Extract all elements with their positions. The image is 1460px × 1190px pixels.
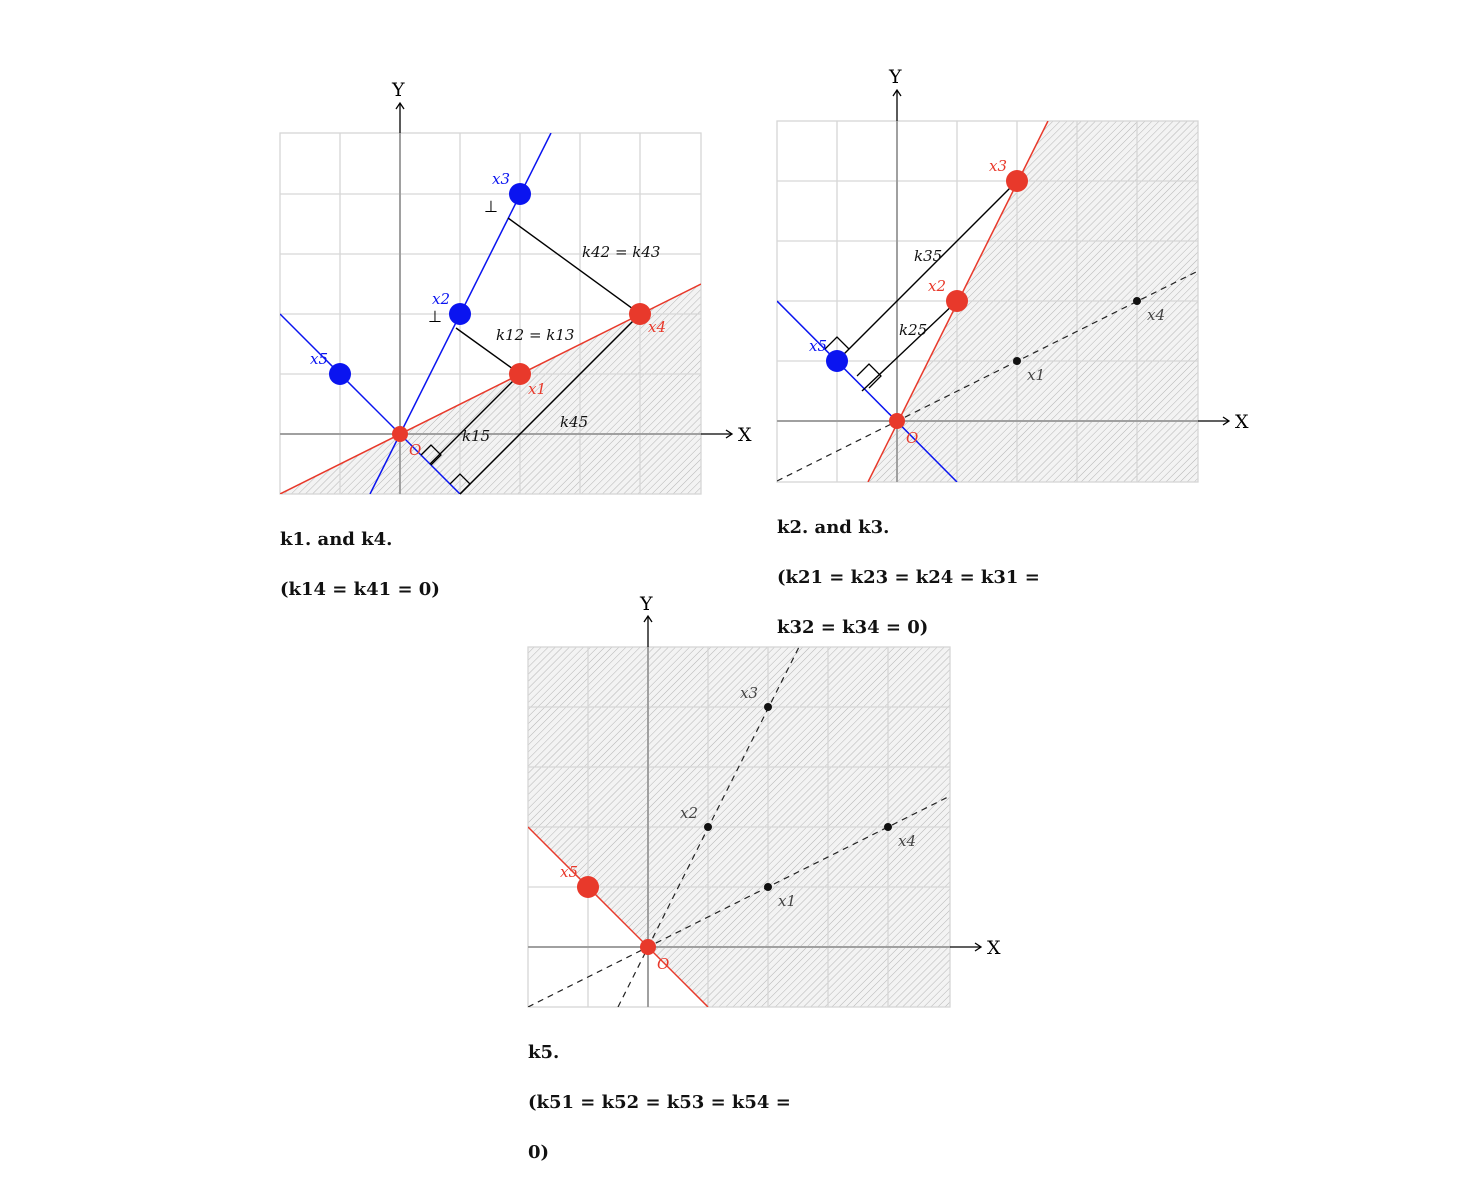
label-x5: x5 [310, 350, 329, 368]
label-x2: x2 [680, 804, 699, 822]
projection-k42 [508, 218, 640, 314]
label-x1: x1 [778, 892, 797, 910]
caption-line: (k14 = k41 = 0) [280, 579, 440, 600]
k35-label: k35 [914, 247, 943, 265]
y-axis-label: Y [640, 593, 653, 615]
label-x4: x4 [648, 318, 667, 336]
label-x3: x3 [492, 170, 511, 188]
panel-3-caption [528, 1015, 791, 1190]
point-origin [889, 413, 905, 429]
panel-1 [280, 79, 752, 494]
caption-line: (k21 = k23 = k24 = k31 = [777, 567, 1040, 588]
caption-line: k5. [528, 1042, 560, 1063]
label-x2: x2 [432, 290, 451, 308]
x-axis-label: X [1235, 411, 1249, 433]
caption-line: k1. and k4. [280, 529, 393, 550]
caption-line: (k51 = k52 = k53 = k54 = [528, 1092, 791, 1113]
point-x3 [509, 183, 531, 205]
label-x2: x2 [928, 277, 947, 295]
x-axis-label: X [987, 937, 1001, 959]
caption-line: k2. and k3. [777, 517, 890, 538]
caption-line: k32 = k34 = 0) [777, 617, 929, 638]
label-x5: x5 [560, 863, 579, 881]
point-origin [392, 426, 408, 442]
caption-line: 0) [528, 1142, 550, 1163]
point-x4 [1133, 297, 1141, 305]
perp-symbol: ⊥ [484, 197, 498, 216]
k12-k13-label: k12 = k13 [496, 326, 575, 344]
y-axis-label: Y [889, 66, 902, 88]
label-x4: x4 [898, 832, 917, 850]
label-x5: x5 [809, 337, 828, 355]
origin-label: O [409, 441, 422, 459]
point-x2 [449, 303, 471, 325]
x-axis-label: X [738, 424, 752, 446]
panel-1-caption [280, 502, 440, 627]
point-x3 [764, 703, 772, 711]
k25-label: k25 [899, 321, 928, 339]
k15-label: k15 [462, 427, 491, 445]
point-origin [640, 939, 656, 955]
label-x1: x1 [1027, 366, 1046, 384]
perp-symbol: ⊥ [428, 307, 442, 326]
panel-2-caption [777, 490, 1040, 665]
point-x5 [329, 363, 351, 385]
point-x5 [826, 350, 848, 372]
k45-label: k45 [560, 413, 589, 431]
point-x3 [1006, 170, 1028, 192]
point-x2 [946, 290, 968, 312]
y-axis-label: Y [392, 79, 405, 101]
point-x1 [764, 883, 772, 891]
label-x4: x4 [1147, 306, 1166, 324]
point-x2 [704, 823, 712, 831]
label-x1: x1 [528, 380, 547, 398]
label-x3: x3 [740, 684, 759, 702]
point-x5 [577, 876, 599, 898]
label-x3: x3 [989, 157, 1008, 175]
point-x4 [884, 823, 892, 831]
origin-label: O [906, 429, 919, 447]
origin-label: O [657, 955, 670, 973]
panel-2 [777, 66, 1249, 482]
point-x1 [1013, 357, 1021, 365]
k42-k43-label: k42 = k43 [582, 243, 661, 261]
